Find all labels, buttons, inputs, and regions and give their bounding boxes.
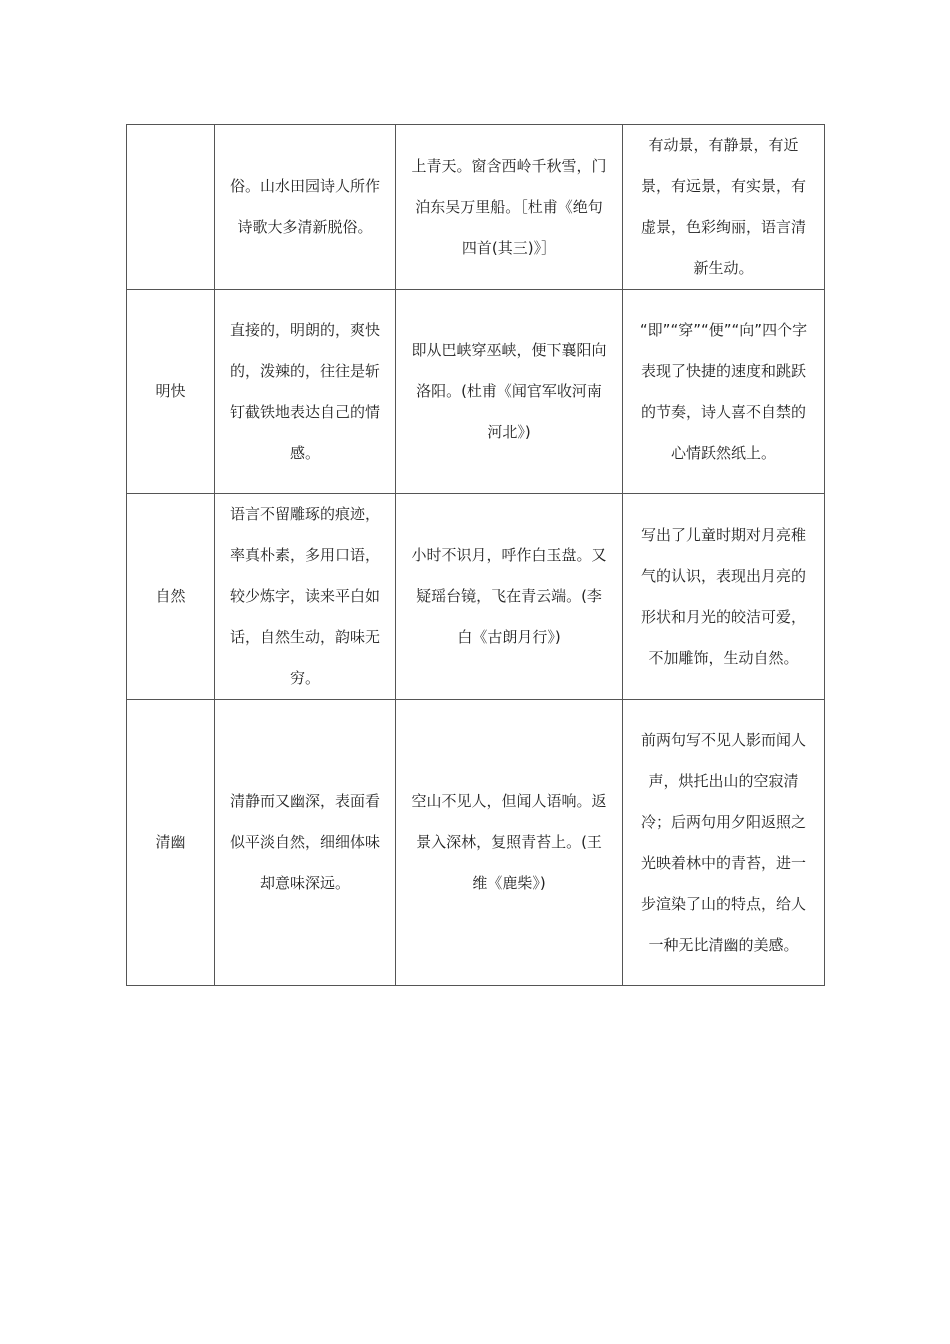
style-category-cell: 自然	[127, 494, 215, 700]
table-row	[127, 125, 825, 290]
analysis-text: 写出了儿童时期对月亮稚气的认识，表现出月亮的形状和月光的皎洁可爱，不加雕饰，生动自然。	[640, 525, 806, 667]
analysis-cell	[623, 494, 825, 700]
poem-example-text: 即从巴峡穿巫峡，便下襄阳向洛阳。(杜甫《闻官军收河南河北》)	[411, 341, 607, 441]
table-row	[127, 700, 825, 986]
poetry-style-table	[126, 124, 825, 986]
poem-example-cell	[396, 125, 623, 290]
analysis-text: 前两句写不见人影而闻人声，烘托出山的空寂清冷；后两句用夕阳返照之光映着林中的青苔，进一步渲染了山的特点，给人一种无比清幽的美感。	[640, 730, 806, 954]
poem-example-text: 上青天。窗含西岭千秋雪，门泊东吴万里船。［杜甫《绝句四首(其三)》］	[411, 156, 607, 257]
poem-example-text: 空山不见人，但闻人语响。返景入深林，复照青苔上。(王维《鹿柴》)	[411, 792, 607, 892]
style-description-text: 直接的，明朗的，爽快的，泼辣的，往往是斩钉截铁地表达自己的情感。	[229, 320, 380, 462]
style-description-cell	[215, 290, 396, 494]
poem-example-cell	[396, 290, 623, 494]
analysis-text: 有动景，有静景，有近景，有远景，有实景，有虚景，色彩绚丽，语言清新生动。	[640, 136, 806, 277]
analysis-cell	[623, 125, 825, 290]
table-row	[127, 290, 825, 494]
poem-example-cell	[396, 700, 623, 986]
poem-example-cell	[396, 494, 623, 700]
style-description-cell	[215, 494, 396, 700]
style-description-text: 清静而又幽深，表面看似平淡自然，细细体味却意味深远。	[229, 792, 380, 892]
style-category-cell: 明快	[127, 290, 215, 494]
analysis-cell	[623, 700, 825, 986]
poem-example-text: 小时不识月，呼作白玉盘。又疑瑶台镜，飞在青云端。(李白《古朗月行》)	[411, 546, 607, 646]
style-description-text: 俗。山水田园诗人所作诗歌大多清新脱俗。	[229, 177, 380, 236]
style-category-cell: 清幽	[127, 700, 215, 986]
style-description-text: 语言不留雕琢的痕迹，率真朴素，多用口语，较少炼字，读来平白如话，自然生动，韵味无穷。	[229, 505, 380, 687]
style-description-cell	[215, 700, 396, 986]
style-description-cell	[215, 125, 396, 290]
analysis-cell	[623, 290, 825, 494]
table-row	[127, 494, 825, 700]
analysis-text: “即”“穿”“便”“向”四个字表现了快捷的速度和跳跃的节奏，诗人喜不自禁的心情跃然纸上。	[639, 320, 808, 462]
style-category-cell	[127, 125, 215, 290]
